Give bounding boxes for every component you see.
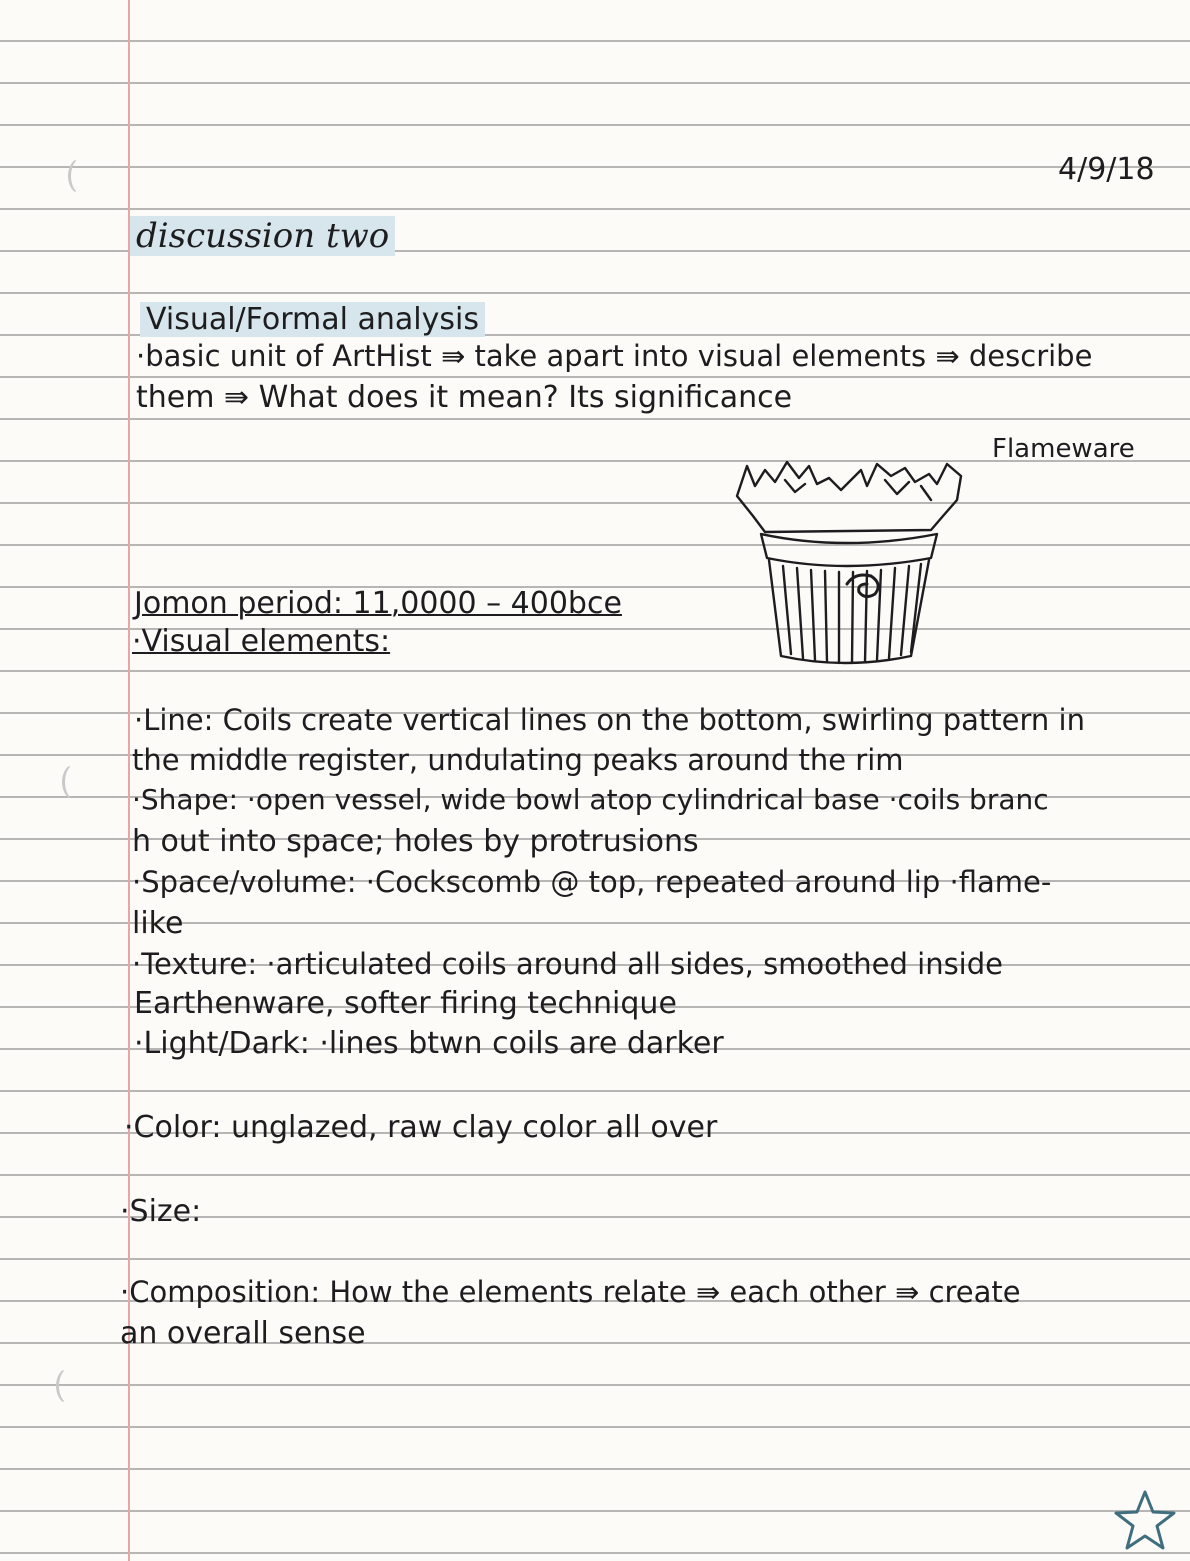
note-line: [140, 300, 485, 340]
note-line: [134, 584, 622, 624]
note-line: like: [132, 906, 184, 941]
title-text: discussion two: [130, 216, 395, 256]
note-line: Earthenware, softer firing technique: [134, 986, 677, 1021]
period-heading: Jomon period: 11,0000 – 400bce: [134, 586, 622, 621]
note-line: the middle register, undulating peaks around the rim: [132, 743, 904, 777]
visual-elements-heading: ·Visual elements:: [132, 624, 391, 659]
note-line: ·Light/Dark: ·lines btwn coils are darker: [134, 1026, 724, 1061]
sketch-label: Flameware: [992, 434, 1135, 464]
note-line: ·Composition: How the elements relate ⇛ each other ⇛ create: [120, 1275, 1021, 1309]
jomon-vessel-sketch: [725, 456, 975, 676]
punch-hole-top: [68, 158, 93, 194]
note-line: ·Size:: [120, 1194, 202, 1229]
note-line: ·Texture: ·articulated coils around all sides, smoothed inside: [132, 947, 1003, 981]
section-heading: Visual/Formal analysis: [140, 302, 485, 337]
punch-hole-middle: [62, 764, 87, 800]
date: 4/9/18: [1058, 152, 1155, 187]
note-line: an overall sense: [120, 1316, 366, 1351]
note-line: ·Shape: ·open vessel, wide bowl atop cylindrical base ·coils branc: [132, 783, 1049, 816]
note-line: ·Space/volume: ·Cockscomb @ top, repeated around lip ·flame-: [132, 865, 1052, 899]
note-line: h out into space; holes by protrusions: [132, 824, 699, 859]
note-line: ·basic unit of ArtHist ⇛ take apart into visual elements ⇛ describe: [136, 339, 1093, 373]
note-line: ·Line: Coils create vertical lines on the bottom, swirling pattern in: [134, 703, 1085, 737]
punch-hole-bottom: [56, 1368, 81, 1404]
note-line: [132, 622, 390, 662]
page-title: [130, 216, 395, 256]
star-icon: [1112, 1488, 1178, 1554]
note-line: ·Color: unglazed, raw clay color all over: [124, 1110, 718, 1145]
note-line: them ⇛ What does it mean? Its significance: [136, 380, 793, 415]
